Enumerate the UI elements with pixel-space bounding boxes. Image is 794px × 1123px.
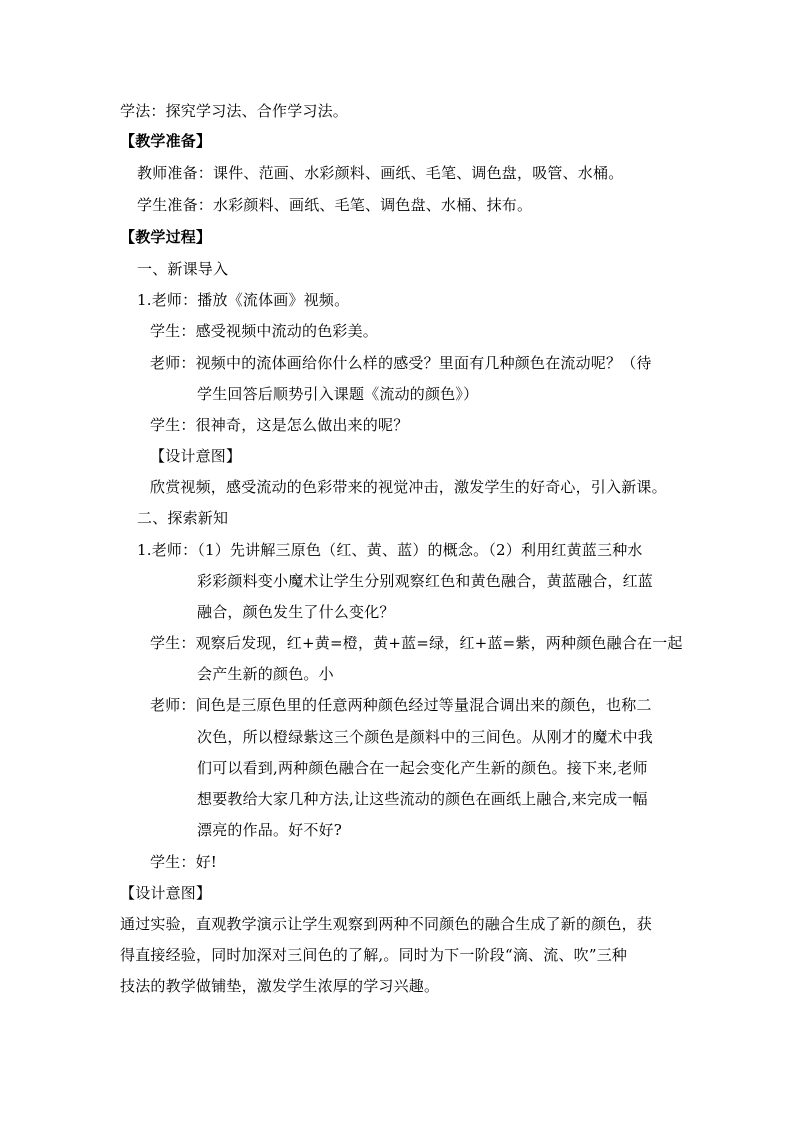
s2-design-line-1: 通过实验，直观教学演示让学生观察到两种不同颜色的融合生成了新的颜色，获	[120, 915, 653, 933]
s2-teacher-item-1c: 融合，颜色发生了什么变化？	[197, 603, 395, 621]
s2-teacher-line-2c: 们可以看到,两种颜色融合在一起会变化产生新的颜色。接下来,老师	[197, 759, 648, 777]
s2-design-line-3: 技法的教学做铺垫，激发学生浓厚的学习兴趣。	[120, 977, 440, 995]
s1-teacher-line-2b: 学生回答后顺势引入课题《流动的颜色》）	[197, 385, 479, 403]
s1-design-heading: 【设计意图】	[150, 447, 242, 465]
prep-heading: 【教学准备】	[120, 132, 212, 150]
teacher-prep-text: 教师准备：课件、范画、水彩颜料、画纸、毛笔、调色盘，吸管、水桶。	[137, 164, 624, 182]
section-1-title: 一、新课导入	[137, 260, 229, 278]
process-heading: 【教学过程】	[120, 228, 212, 246]
s2-student-line-2: 学生：好!	[150, 853, 218, 871]
s2-teacher-item-1a: 1.老师：（1）先讲解三原色（红、黄、蓝）的概念。（2）利用红黄蓝三种水	[137, 541, 643, 559]
s2-teacher-line-2d: 想要教给大家几种方法,让这些流动的颜色在画纸上融合,来完成一幅	[197, 790, 648, 808]
s2-design-line-2: 得直接经验，同时加深对三间色的了解,。同时为下一阶段“滴、流、吹”三种	[120, 946, 628, 964]
s2-teacher-line-2a: 老师：间色是三原色里的任意两种颜色经过等量混合调出来的颜色，也称二	[150, 696, 652, 714]
s1-teacher-line-2a: 老师：视频中的流体画给你什么样的感受？里面有几种颜色在流动呢？（待	[150, 354, 652, 372]
s1-design-text: 欣赏视频，感受流动的色彩带来的视觉冲击，激发学生的好奇心，引入新课。	[150, 478, 667, 496]
s2-teacher-line-2e: 漂亮的作品。好不好?	[197, 821, 343, 839]
s2-teacher-item-1b: 彩彩颜料变小魔术让学生分别观察红色和黄色融合，黄蓝融合，红蓝	[197, 572, 654, 590]
s2-teacher-line-2b: 次色，所以橙绿紫这三个颜色是颜料中的三间色。从刚才的魔术中我	[197, 728, 654, 746]
s2-design-heading: 【设计意图】	[120, 884, 212, 902]
section-2-title: 二、探索新知	[137, 509, 229, 527]
learning-method-text: 学法：探究学习法、合作学习法。	[120, 102, 349, 120]
s2-student-line-1b: 会产生新的颜色。小	[197, 665, 334, 683]
s1-student-line-2: 学生：很神奇，这是怎么做出来的呢？	[150, 416, 409, 434]
s1-student-line-1: 学生：感受视频中流动的色彩美。	[150, 322, 379, 340]
s1-teacher-item-1: 1.老师：播放《流体画》视频。	[137, 291, 350, 309]
s2-student-line-1a: 学生：观察后发现，红+黄=橙，黄+蓝=绿，红+蓝=紫，两种颜色融合在一起	[150, 634, 683, 652]
student-prep-text: 学生准备：水彩颜料、画纸、毛笔、调色盘、水桶、抹布。	[137, 196, 533, 214]
